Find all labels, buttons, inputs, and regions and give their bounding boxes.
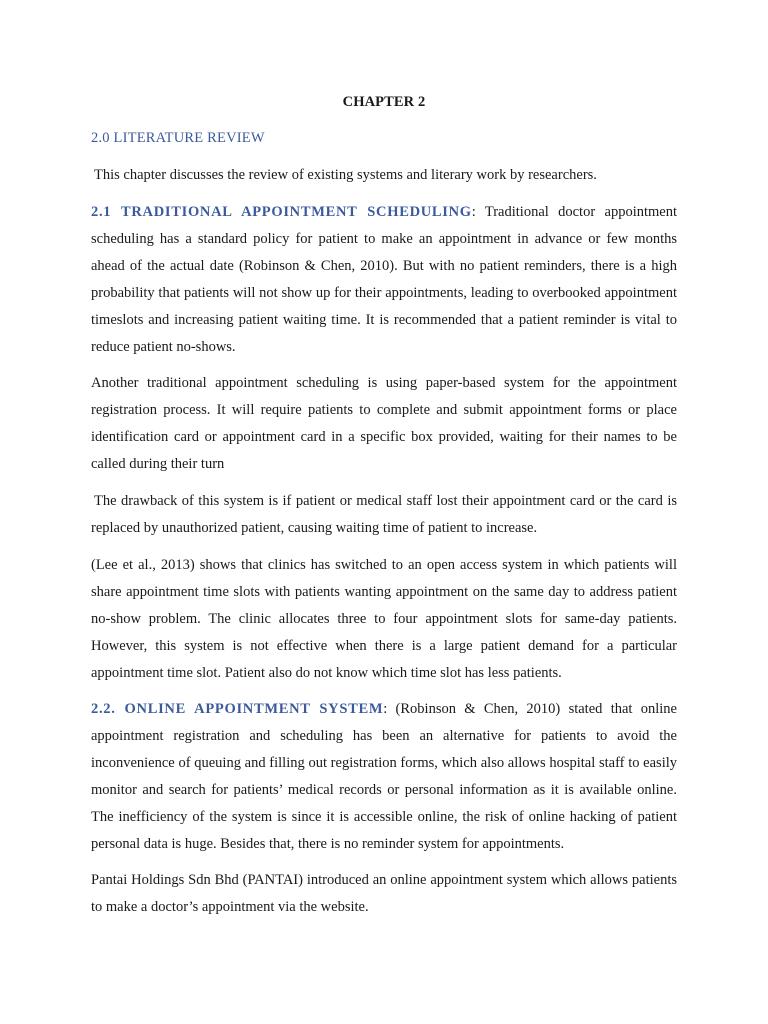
chapter-heading: CHAPTER 2 [342,94,426,110]
paper-based-paragraph: Another traditional appointment scheduling is using paper-based system for the appointment registration process. It will require patients to complete and submit appointment forms or place identification card or appointment card in a specific box provided, waiting for their names to be called during their turn [91,375,677,472]
section-title: 2.0 LITERATURE REVIEW [91,130,265,146]
traditional-scheduling-paragraph [91,199,677,360]
drawback-paragraph: The drawback of this system is if patient or medical staff lost their appointment card or the card is replaced by unauthorized patient, causing waiting time of patient to increase. [91,493,677,536]
traditional-scheduling-text: : Traditional doctor appointment scheduling has a standard policy for patient to make an appointment in advance or few months ahead of the actual date (Robinson & Chen, 2010). But with no patient reminders, there is a high probability that patients will not show up for their appointments, leading to overbooked appointment timeslots and increasing patient waiting time. It is recommended that a patient reminder is vital to reduce patient no-shows. [91,204,677,355]
online-appointment-heading: 2.2. ONLINE APPOINTMENT SYSTEM [91,701,384,717]
intro-paragraph: This chapter discusses the review of existing systems and literary work by researchers. [94,167,597,183]
open-access-paragraph: (Lee et al., 2013) shows that clinics has switched to an open access system in which patients will share appointment time slots with patients wanting appointment on the same day to address patient no-show problem. The clinic allocates three to four appointment slots for same-day patients. However, this system is not effective when there is a large patient demand for a particular appointment time slot. Patient also do not know which time slot has less patients. [91,557,677,681]
online-appointment-text: : (Robinson & Chen, 2010) stated that online appointment registration and scheduling has been an alternative for patients to avoid the inconvenience of queuing and filling out registration forms, which also allows hospital staff to easily monitor and search for patients’ medical records or personal information as it is available online. The inefficiency of the system is since it is accessible online, the risk of online hacking of patient personal data is huge. Besides that, there is no reminder system for appointments. [91,701,677,852]
pantai-paragraph: Pantai Holdings Sdn Bhd (PANTAI) introduced an online appointment system which allows patients to make a doctor’s appointment via the website. [91,872,677,915]
online-appointment-paragraph [91,696,677,857]
traditional-scheduling-heading: 2.1 TRADITIONAL APPOINTMENT SCHEDULING [91,204,472,220]
